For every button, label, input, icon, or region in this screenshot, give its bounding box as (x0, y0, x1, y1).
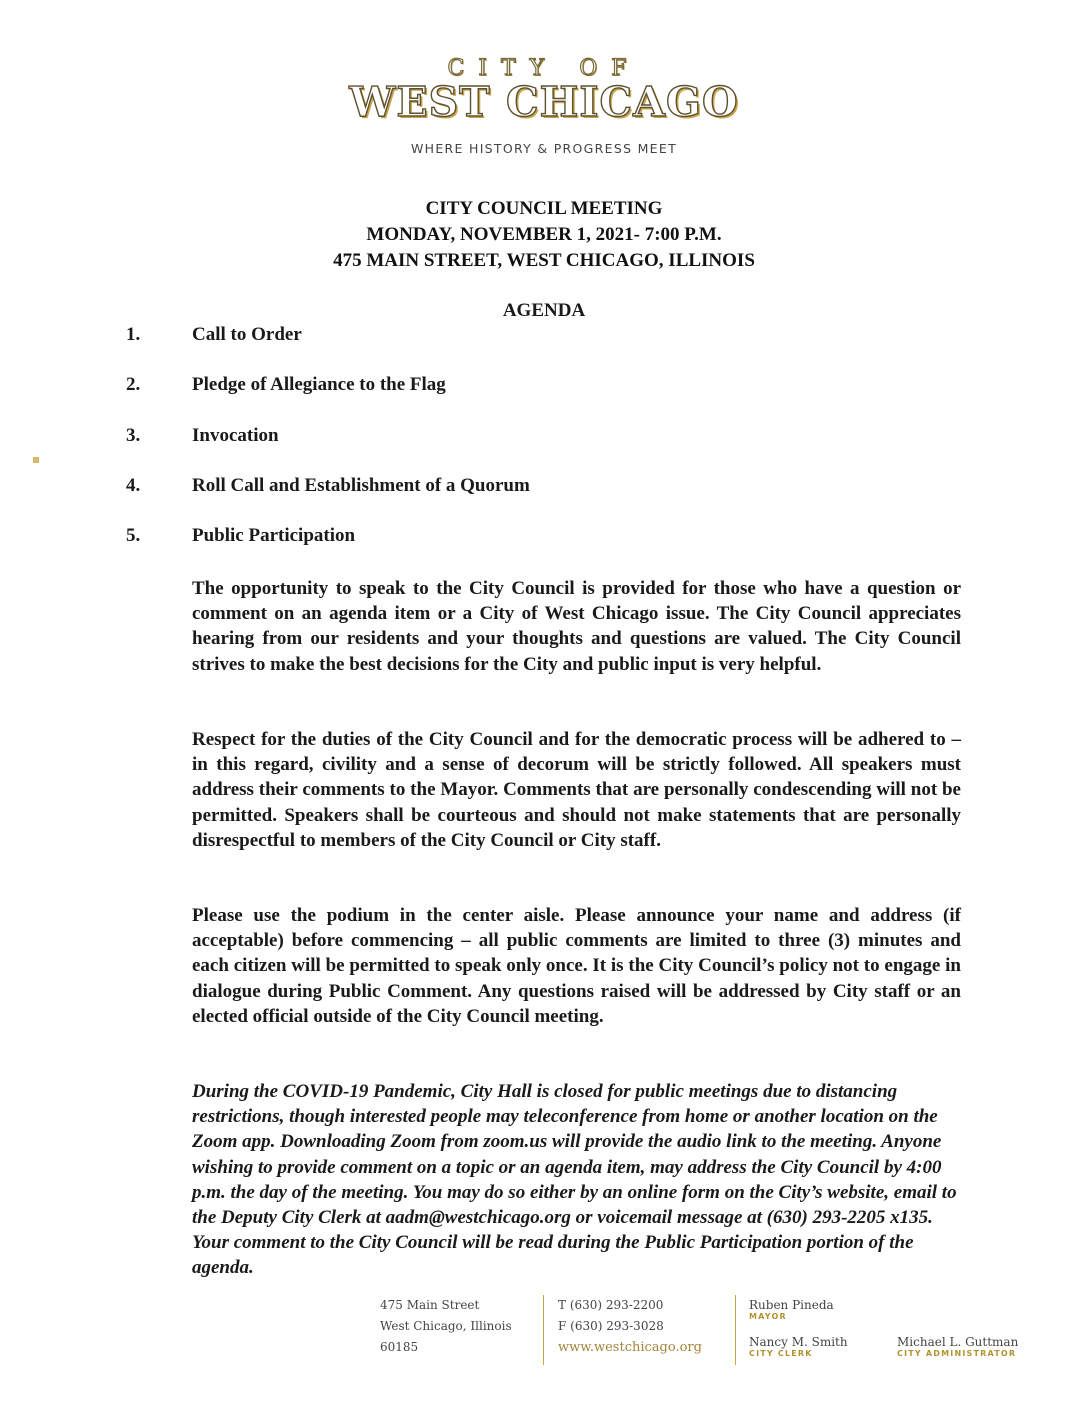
footer-city: West Chicago, Illinois (380, 1319, 512, 1333)
agenda-item (0, 525, 1088, 551)
footer-website-link[interactable]: www.westchicago.org (558, 1340, 702, 1355)
decorum-rules: Respect for the duties of the City Council and for the democratic process will be adhered to – in this regard, civility and a sense of decorum will be strictly followed. All speakers must address their comments to the Mayor. Comments that are personally condescending will not be permitted. Speakers shall be courteous and should not make statements that are personally disrespectful to members of the City Council or City staff. (192, 729, 961, 851)
footer-administrator (897, 1335, 1018, 1358)
agenda-item-label: Roll Call and Establishment of a Quorum (192, 475, 530, 496)
logo-tagline: WHERE HISTORY & PROGRESS MEET (410, 141, 677, 156)
agenda-item-number: 3. (126, 425, 141, 446)
clerk-name: Nancy M. Smith (749, 1335, 848, 1349)
footer-contact (558, 1295, 702, 1358)
agenda-item (0, 475, 1088, 501)
agenda-item-number: 2. (126, 374, 141, 395)
footer-zip: 60185 (380, 1340, 419, 1354)
public-participation-intro: The opportunity to speak to the City Council is provided for those who have a question or comment on an agenda item or a City of West Chicago issue. The City Council appreciates hearing from our residents and your thoughts and questions are valued. The City Council strives to make the best decisions for the City and public input is very helpful. (192, 578, 961, 675)
clerk-title: CITY CLERK (749, 1349, 813, 1358)
footer-fax: F (630) 293-3028 (558, 1319, 664, 1333)
footer-street: 475 Main Street (380, 1298, 480, 1312)
agenda-item (0, 425, 1088, 451)
footer-divider (735, 1295, 736, 1365)
administrator-name: Michael L. Guttman (897, 1335, 1019, 1349)
logo-city-of: CITY OF (447, 56, 641, 81)
agenda-item-label: Public Participation (192, 525, 356, 546)
logo-west-chicago: WEST CHICAGO (349, 78, 739, 126)
footer-phone: T (630) 293-2200 (558, 1298, 664, 1312)
agenda-item-number: 5. (126, 525, 141, 546)
agenda-item-number: 4. (126, 475, 141, 496)
mayor-title: MAYOR (749, 1312, 787, 1321)
meeting-address: 475 MAIN STREET, WEST CHICAGO, ILLINOIS (333, 250, 755, 271)
footer-divider (543, 1295, 544, 1365)
agenda-item-label: Call to Order (192, 324, 302, 345)
footer-address (380, 1295, 512, 1358)
covid-notice: During the COVID-19 Pandemic, City Hall is closed for public meetings due to distancing restrictions, though interested people may teleconference from home or another location on the Zoom app. Downloading Zoom from zoom.us will provide the audio link to the meeting. Anyone wishing to provide comment on a topic or an agenda item, may address the City Council by 4:00 p.m. the day of the meeting. You may do so either by an online form on the City’s website, email to the Deputy City Clerk at aadm@westchicago.org or voicemail message at (630) 293-2205 x135. Your comment to the City Council will be read during the Public Participation portion of the agenda. (192, 1081, 957, 1279)
footer-mayor (749, 1298, 834, 1321)
footer-clerk (749, 1335, 848, 1358)
agenda-title: AGENDA (502, 300, 586, 321)
meeting-date: MONDAY, NOVEMBER 1, 2021- 7:00 P.M. (366, 224, 722, 245)
agenda-item-label: Invocation (192, 425, 279, 446)
agenda-item-number: 1. (126, 324, 141, 345)
margin-mark (33, 457, 39, 463)
podium-instructions: Please use the podium in the center aisle. Please announce your name and address (if acceptable) before commencing – all public comments are limited to three (3) minutes and each citizen will be permitted to speak only once. It is the City Council’s policy not to engage in dialogue during Public Comment. Any questions raised will be addressed by City staff or an elected official outside of the City Council meeting. (192, 905, 961, 1027)
agenda-item (0, 374, 1088, 400)
administrator-title: CITY ADMINISTRATOR (897, 1349, 1017, 1358)
agenda-item-label: Pledge of Allegiance to the Flag (192, 374, 446, 395)
meeting-title: CITY COUNCIL MEETING (425, 198, 663, 219)
agenda-item (0, 324, 1088, 350)
mayor-name: Ruben Pineda (749, 1298, 834, 1312)
